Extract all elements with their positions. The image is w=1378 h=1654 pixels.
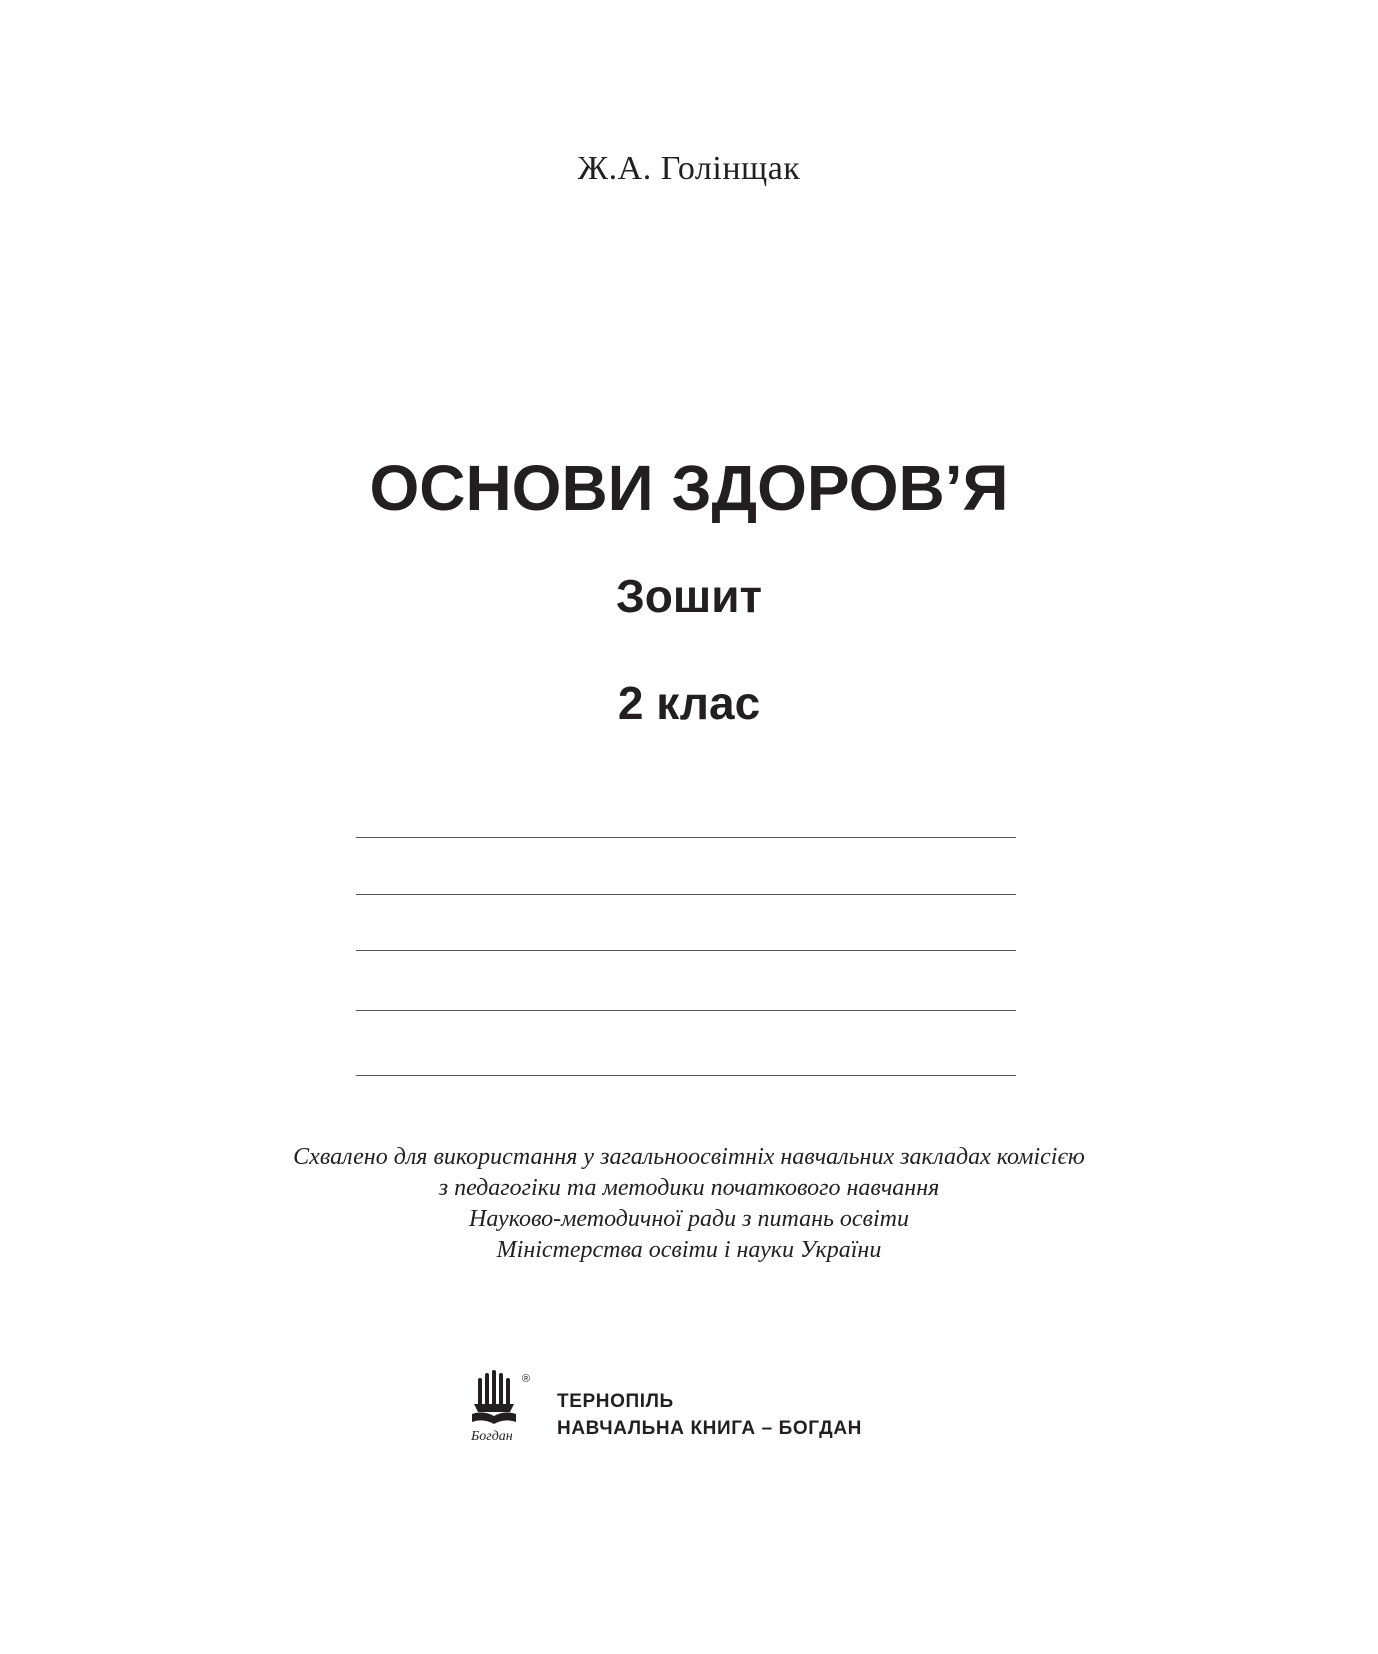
write-line-4 [356, 1010, 1016, 1011]
author-name: Ж.А. Голінщак [577, 150, 801, 187]
approval-statement [0, 1142, 1378, 1266]
publisher-city: ТЕРНОПІЛЬ [557, 1391, 674, 1412]
approval-line-4: Міністерства освіти і науки України [496, 1237, 882, 1263]
write-line-5 [356, 1075, 1016, 1076]
write-line-2 [356, 894, 1016, 895]
write-line-1 [356, 837, 1016, 838]
publisher-logo [470, 1370, 536, 1446]
registered-mark: ® [522, 1373, 531, 1385]
logo-script-text: Богдан [471, 1429, 513, 1444]
publisher-name: НАВЧАЛЬНА КНИГА – БОГДАН [557, 1418, 862, 1439]
write-line-3 [356, 950, 1016, 951]
grade-label: 2 клас [617, 677, 761, 729]
book-title: ОСНОВИ ЗДОРОВ’Я [369, 452, 1009, 524]
approval-line-2: з педагогіки та методики початкового навчання [438, 1175, 940, 1201]
book-wheat-logo-icon [470, 1370, 536, 1446]
book-subtitle: Зошит [615, 570, 763, 622]
publisher-block [557, 1388, 862, 1442]
approval-line-1: Схвалено для використання у загальноосвітніх навчальних закладах комісією [293, 1144, 1085, 1170]
approval-line-3: Науково-методичної ради з питань освіти [469, 1206, 909, 1232]
